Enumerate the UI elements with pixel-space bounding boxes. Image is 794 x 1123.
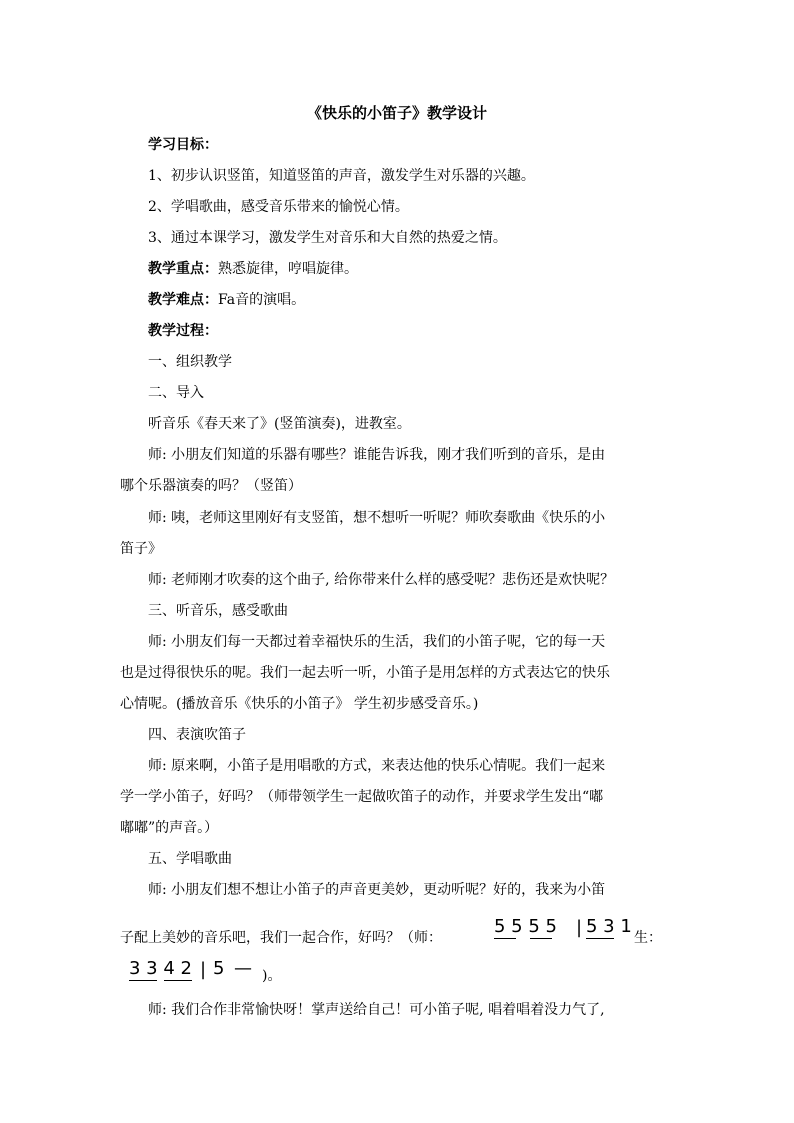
paragraph-line: 师: 我们合作非常愉快呀！掌声送给自己！可小笛子呢, 唱着唱着没力气了, bbox=[148, 1002, 605, 1018]
key-label: 教学重点： bbox=[148, 261, 218, 277]
bar-line: | bbox=[200, 959, 207, 980]
difficulty-text: Fa音的演唱。 bbox=[218, 292, 306, 308]
paragraph-line: 子配上美妙的音乐吧，我们一起合作，好吗？（师： bbox=[120, 930, 442, 946]
notation-dash: — bbox=[234, 958, 252, 979]
paragraph-line: 笛子》 bbox=[120, 541, 162, 557]
notation-student-1: 3 3 4 2 bbox=[129, 958, 192, 979]
objective-2: 2、学唱歌曲，感受音乐带来的愉悦心情。 bbox=[148, 199, 409, 215]
paragraph-line: 嘟嘟”的声音。） bbox=[120, 820, 219, 836]
objective-3: 3、通过本课学习，激发学生对音乐和大自然的热爱之情。 bbox=[148, 230, 507, 246]
difficulty-label: 教学难点： bbox=[148, 292, 218, 308]
section-4-heading: 四、表演吹笛子 bbox=[148, 727, 246, 743]
paragraph-line: 听音乐《春天来了》(竖笛演奏)，进教室。 bbox=[148, 416, 411, 432]
paragraph-line: 也是过得很快乐的呢。我们一起去听一听，小笛子是用怎样的方式表达它的快乐 bbox=[120, 665, 610, 681]
objective-1: 1、初步认识竖笛，知道竖笛的声音，激发学生对乐器的兴趣。 bbox=[148, 168, 535, 184]
doc-title: 《快乐的小笛子》教学设计 bbox=[306, 104, 487, 122]
section-2-heading: 二、导入 bbox=[148, 385, 204, 401]
paragraph-line: 师: 原来啊，小笛子是用唱歌的方式，来表达他的快乐心情呢。我们一起来 bbox=[148, 758, 606, 774]
notation-teacher-1: 5 5 5 5 bbox=[494, 916, 557, 937]
paragraph-line: 哪个乐器演奏的吗？（竖笛） bbox=[120, 478, 302, 494]
eighth-note-underline bbox=[494, 938, 516, 939]
paragraph-line: 师: 老师刚才吹奏的这个曲子, 给你带来什么样的感受呢？悲伤还是欢快呢？ bbox=[148, 572, 615, 588]
paragraph-line: 师: 小朋友们想不想让小笛子的声音更美妙，更动听呢？好的，我来为小笛 bbox=[148, 882, 606, 898]
eighth-note-underline bbox=[586, 938, 614, 939]
paragraph-line: 师: 小朋友们每一天都过着幸福快乐的生活，我们的小笛子呢，它的每一天 bbox=[148, 634, 606, 650]
student-label: 生： bbox=[634, 930, 662, 946]
key-text: 熟悉旋律，哼唱旋律。 bbox=[218, 261, 358, 277]
eighth-note-underline bbox=[129, 980, 157, 981]
paren-close: )。 bbox=[262, 968, 282, 984]
eighth-note-underline bbox=[530, 938, 552, 939]
notation-teacher-2: 5 3 1 bbox=[586, 916, 632, 937]
eighth-note-underline bbox=[164, 980, 192, 981]
section-5-heading: 五、学唱歌曲 bbox=[148, 851, 232, 867]
paragraph-line: 师: 咦，老师这里刚好有支竖笛，想不想听一听呢？师吹奏歌曲《快乐的小 bbox=[148, 510, 606, 526]
paragraph-line: 师: 小朋友们知道的乐器有哪些？谁能告诉我，刚才我们听到的音乐，是由 bbox=[148, 447, 606, 463]
section-3-heading: 三、听音乐，感受歌曲 bbox=[148, 603, 288, 619]
key-point bbox=[148, 259, 708, 279]
notation-student-2: 5 bbox=[213, 958, 225, 979]
paragraph-line: 学一学小笛子，好吗？（师带领学生一起做吹笛子的动作，并要求学生发出“嘟 bbox=[120, 789, 604, 805]
objectives-heading: 学习目标： bbox=[148, 137, 218, 153]
difficulty-point bbox=[148, 290, 708, 310]
paragraph-line: 心情呢。(播放音乐《快乐的小笛子》 学生初步感受音乐。) bbox=[120, 696, 479, 712]
section-1-heading: 一、组织教学 bbox=[148, 354, 232, 370]
bar-line: | bbox=[576, 917, 583, 938]
process-heading: 教学过程： bbox=[148, 323, 218, 339]
